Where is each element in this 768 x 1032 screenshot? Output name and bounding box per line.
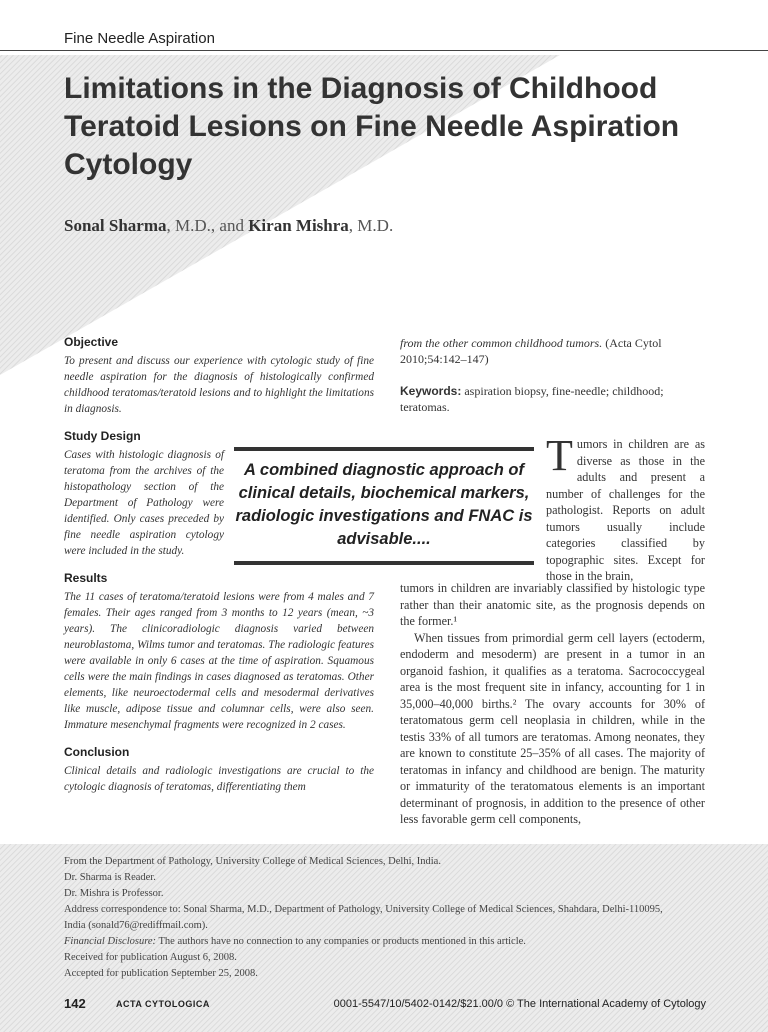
study-design-text: Cases with histologic diagnosis of teratoma from the archives of the histopathology section of the Department of Pathology were identified. Only cases preceded by fine needle aspiration cytology were included in the study. (64, 449, 224, 557)
author-degree: , M.D. (348, 216, 394, 235)
affiliation-note: From the Department of Pathology, University College of Medical Sciences, Delhi, India. (64, 856, 441, 867)
header-rule (0, 50, 768, 51)
conclusion-cont-text: from the other common childhood tumors. (400, 336, 603, 350)
conclusion-text: Clinical details and radiologic investigations are crucial to the cytologic diagnosis of teratomas, differentiating them (64, 765, 374, 793)
results-heading: Results (64, 571, 108, 585)
page-footer (64, 996, 706, 1011)
drop-cap: T (546, 431, 573, 480)
mishra-role-note: Dr. Mishra is Professor. (64, 888, 164, 899)
body-paragraph-1-cont: tumors in children are invariably classified by histologic type rather than their anatomic site, as the prognosis depends on the former.¹ (400, 581, 705, 628)
page-number: 142 (64, 996, 86, 1011)
abstract-column (64, 335, 374, 807)
address-note: Address correspondence to: Sonal Sharma, M.D., Department of Pathology, University College of Medical Sciences, Shahdara, Delhi-110095, (64, 904, 663, 915)
objective-text: To present and discuss our experience with cytologic study of fine needle aspiration for the diagnosis of histologically confirmed childhood teratomas/teratoid lesions and to highlight the limitations in diagnosis. (64, 355, 374, 415)
conclusion-heading: Conclusion (64, 745, 130, 759)
pull-quote-text: A combined diagnostic approach of clinical details, biochemical markers, radiologic investigations and FNAC is advisable.... (235, 461, 533, 548)
citation: (Acta Cytol 2010;54:142–147) (400, 336, 662, 366)
conclusion-continuation (400, 335, 705, 367)
journal-name: ACTA CYTOLOGICA (116, 998, 210, 1009)
body-paragraph-2: When tissues from primordial germ cell layers (ectoderm, endoderm and mesoderm) are present in a tumor in an organoid fashion, it qualifies as a teratoma. Sacrococcygeal area is the most frequent site in infancy, accounting for 1 in 35,000–40,000 births.² The ovary accounts for 30% of teratomatous germ cell neoplasia in children, while in the testis 33% of all tumors are teratomas. Among neonates, they are known to constitute 25–35% of all cases. The majority of teratomas in infancy and childhood are benign. The maturity or immaturity of the teratomatous elements is an important determinant of prognosis, in addition to the presence of other less favorable germ cell components, (400, 630, 705, 826)
email-note: India (sonald76@rediffmail.com). (64, 920, 208, 931)
body-intro (546, 431, 705, 585)
disclosure-note (64, 934, 714, 950)
keywords (400, 383, 705, 415)
body-text (400, 580, 705, 828)
disclosure-label: Financial Disclosure: (64, 936, 157, 947)
article-title: Limitations in the Diagnosis of Childhood Teratoid Lesions on Fine Needle Aspiration Cytology (64, 72, 680, 181)
pull-quote (234, 447, 534, 565)
author-degree: , M.D., (166, 216, 216, 235)
study-design-heading: Study Design (64, 429, 141, 443)
author-separator: and (219, 216, 244, 235)
disclosure-text: The authors have no connection to any companies or products mentioned in this article. (156, 936, 526, 947)
author-line (64, 216, 393, 236)
author-name: Kiran Mishra (248, 216, 349, 235)
section-label: Fine Needle Aspiration (64, 30, 215, 47)
author-name: Sonal Sharma (64, 216, 167, 235)
results-text: The 11 cases of teratoma/teratoid lesions were from 4 males and 7 females. Their ages ranged from 3 months to 12 years (mean, ~3 years). The clinicoradiologic diagnosis varied between neuroblastoma, Wilms tumor and teratomas. The radiologic features were available in only 6 cases at the time of aspiration. Squamous cells were the main findings in cases diagnosed as teratomas. Other elements, like neuroectodermal cells and mesodermal derivatives like muscle, adipose tissue and columnar cells, were also seen. Immature mesenchymal fragments were recognized in 2 cases. (64, 591, 374, 731)
pull-quote-bottom-rule (234, 561, 534, 565)
received-note: Received for publication August 6, 2008. (64, 952, 237, 963)
keywords-label: Keywords: (400, 384, 462, 398)
accepted-note: Accepted for publication September 25, 2008. (64, 968, 258, 979)
keywords-text: aspiration biopsy, fine-needle; childhood; teratomas. (400, 384, 664, 414)
article-notes (64, 854, 714, 982)
sharma-role-note: Dr. Sharma is Reader. (64, 872, 156, 883)
abstract-continuation (400, 335, 705, 415)
body-paragraph-1-start: umors in children are as diverse as those in the adults and present a number of challenges for the pathologist. Reports on adult tumors usually include categories classified by topographic sites. Except for those in the brain, (546, 437, 705, 583)
copyright-line: 0001-5547/10/5402-0142/$21.00/0 © The International Academy of Cytology (333, 997, 706, 1010)
objective-heading: Objective (64, 335, 119, 349)
